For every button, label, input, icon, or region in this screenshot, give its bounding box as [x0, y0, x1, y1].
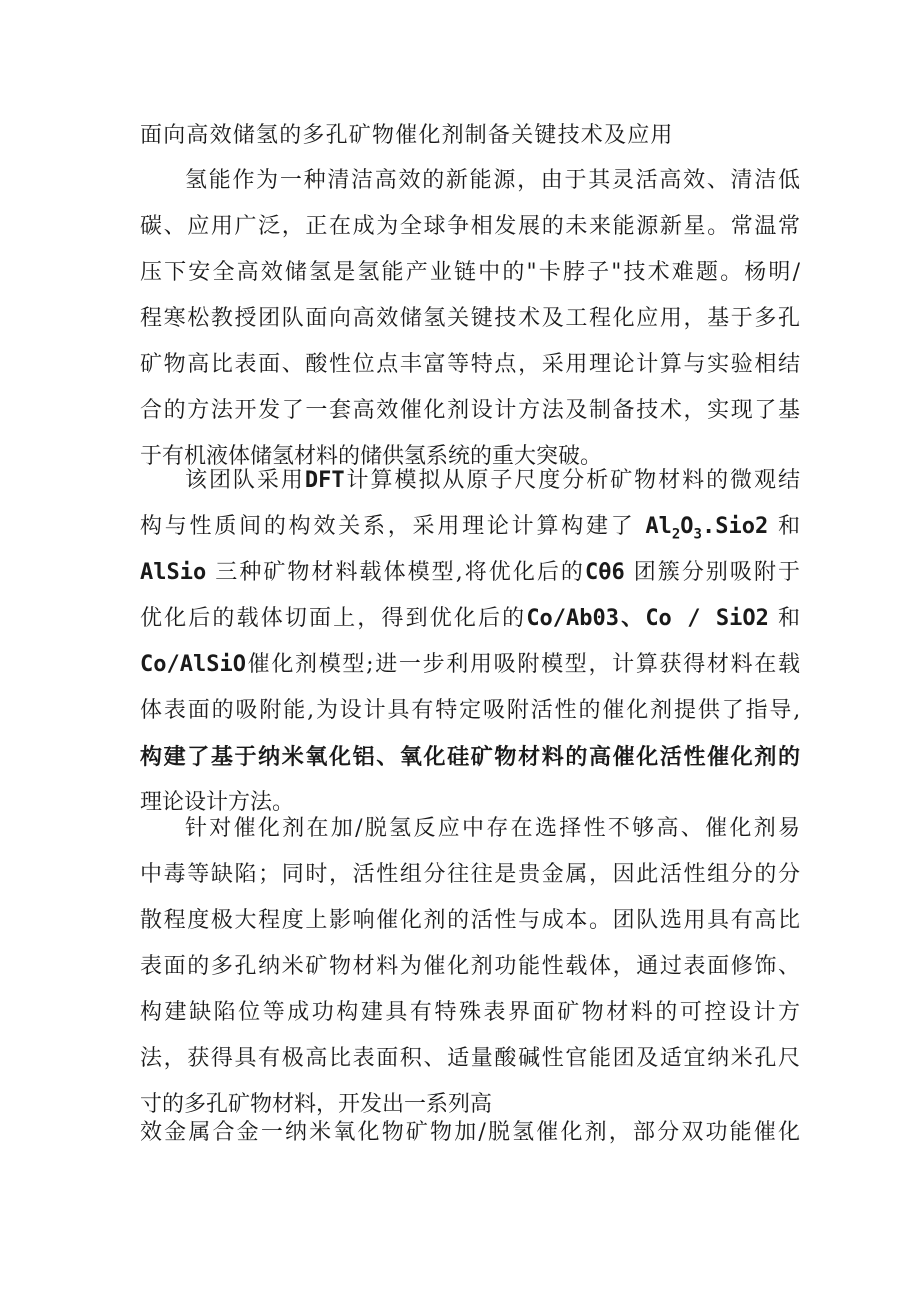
paragraph-line: 理论设计方法。: [140, 790, 295, 815]
document-title: 面向高效储氢的多孔矿物催化剂制备关键技术及应用: [140, 123, 674, 148]
paragraph-line: 构建缺陷位等成功构建具有特殊表界面矿物材料的可控设计方: [140, 1000, 800, 1025]
paragraph-line: 碳、应用广泛，正在成为全球争相发展的未来能源新星。常温常: [140, 214, 800, 239]
paragraph-line: 体表面的吸附能,为设计具有特定吸附活性的催化剂提供了指导,: [140, 698, 800, 723]
paragraph-line: AlSio 三种矿物材料载体模型,将优化后的Cθ6 团簇分别吸附于: [140, 560, 800, 585]
paragraph-line: 于有机液体储氢材料的储供氢系统的重大突破。: [140, 444, 603, 469]
paragraph-3: [140, 806, 800, 1128]
paragraph-line: 该团队采用DFT计算模拟从原子尺度分析矿物材料的微观结: [185, 468, 800, 493]
paragraph-line: 氢能作为一种清洁高效的新能源，由于其灵活高效、清洁低: [185, 168, 800, 193]
paragraph-line: 构与性质间的构效关系，采用理论计算构建了 $Al_2O_3.Sio2$ 和: [140, 514, 800, 543]
paragraph-line: 矿物高比表面、酸性位点丰富等特点，采用理论计算与实验相结: [140, 352, 800, 377]
paragraph-line: 压下安全高效储氢是氢能产业链中的"卡脖子"技术难题。杨明/: [140, 260, 800, 285]
paragraph-line: Co/AlSiO催化剂模型;进一步利用吸附模型，计算获得材料在载: [140, 652, 800, 677]
paragraph-2: [140, 458, 800, 826]
paragraph-line: 优化后的载体切面上，得到优化后的Co/Ab03、Co / SiO2 和: [140, 606, 800, 631]
paragraph-line: 合的方法开发了一套高效催化剂设计方法及制备技术，实现了基: [140, 398, 800, 423]
paragraph-4: [140, 1110, 800, 1156]
paragraph-line: 法，获得具有极高比表面积、适量酸碱性官能团及适宜纳米孔尺: [140, 1046, 800, 1071]
paragraph-line: 效金属合金一纳米氧化物矿物加/脱氢催化剂，部分双功能催化: [140, 1120, 800, 1145]
paragraph-line: 中毒等缺陷；同时，活性组分往往是贵金属，因此活性组分的分: [140, 862, 800, 887]
paragraph-line: 表面的多孔纳米矿物材料为催化剂功能性载体，通过表面修饰、: [140, 954, 800, 979]
paragraph-line: 程寒松教授团队面向高效储氢关键技术及工程化应用，基于多孔: [140, 306, 800, 331]
paragraph-line: 构建了基于纳米氧化铝、氧化硅矿物材料的高催化活性催化剂的: [140, 744, 800, 770]
paragraph-line: 散程度极大程度上影响催化剂的活性与成本。团队选用具有高比: [140, 908, 800, 933]
paragraph-line: 寸的多孔矿物材料，开发出一系列高: [140, 1092, 493, 1117]
paragraph-1: [140, 158, 800, 480]
paragraph-line: 针对催化剂在加/脱氢反应中存在选择性不够高、催化剂易: [185, 816, 800, 841]
